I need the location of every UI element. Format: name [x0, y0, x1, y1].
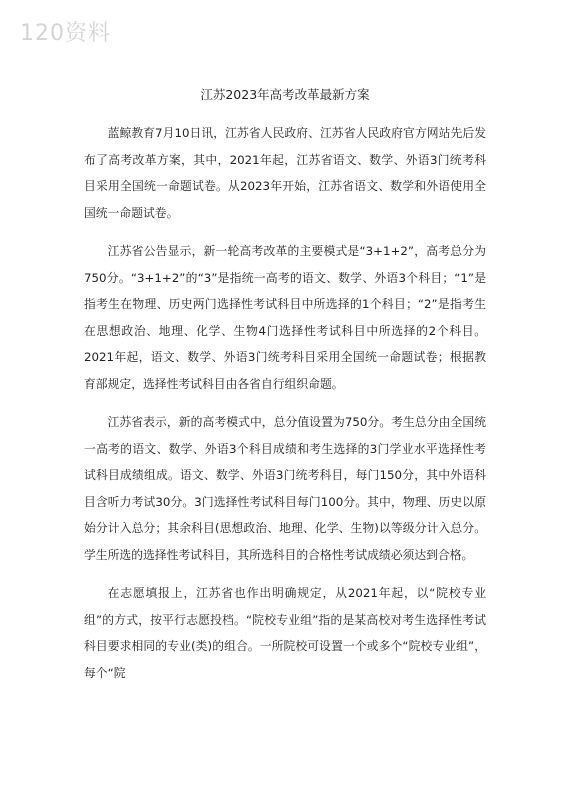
watermark: 120资料: [20, 21, 111, 46]
paragraph-1: 蓝鲸教育7月10日讯，江苏省人民政府、江苏省人民政府官方网站先后发布了高考改革方案，其中，2021年起，江苏省语文、数学、外语3门统考科目采用全国统一命题试卷。从2023年开始，江苏省语文、数学和外语使用全国统一命题试卷。: [84, 126, 486, 220]
document-body: [84, 86, 486, 698]
paragraph-3: 江苏省表示，新的高考模式中，总分值设置为750分。考生总分由全国统一高考的语文、数学、外语3个科目成绩和考生选择的3门学业水平选择性考试科目成绩组成。语文、数学、外语3门统考科目，每门150分，其中外语科目含听力考试30分。3门选择性考试科目每门100分。其中，物理、历史以原始分计入总分；其余科目(思想政治、地理、化学、生物)以等级分计入总分。学生所选的选择性考试科目，其所选科目的合格性考试成绩必须达到合格。: [84, 415, 486, 562]
paragraph-2: 江苏省公告显示，新一轮高考改革的主要模式是“3+1+2”，高考总分为750分。“3+1+2”的“3”是指统一高考的语文、数学、外语3个科目；“1”是指考生在物理、历史两门选择性考试科目中所选择的1个科目；“2”是指考生在思想政治、地理、化学、生物4门选择性考试科目中所选择的2个科目。2021年起，语文、数学、外语3门统考科目采用全国统一命题试卷；根据教育部规定，选择性考试科目由各省自行组织命题。: [84, 244, 486, 391]
document-title: 江苏2023年高考改革最新方案: [200, 87, 370, 102]
paragraph-4: 在志愿填报上，江苏省也作出明确规定，从2021年起，以“院校专业组”的方式，按平行志愿投档。“院校专业组”指的是某高校对考生选择性考试科目要求相同的专业(类)的组合。一所院校可设置一个或多个“院校专业组”，每个“院: [84, 586, 486, 680]
